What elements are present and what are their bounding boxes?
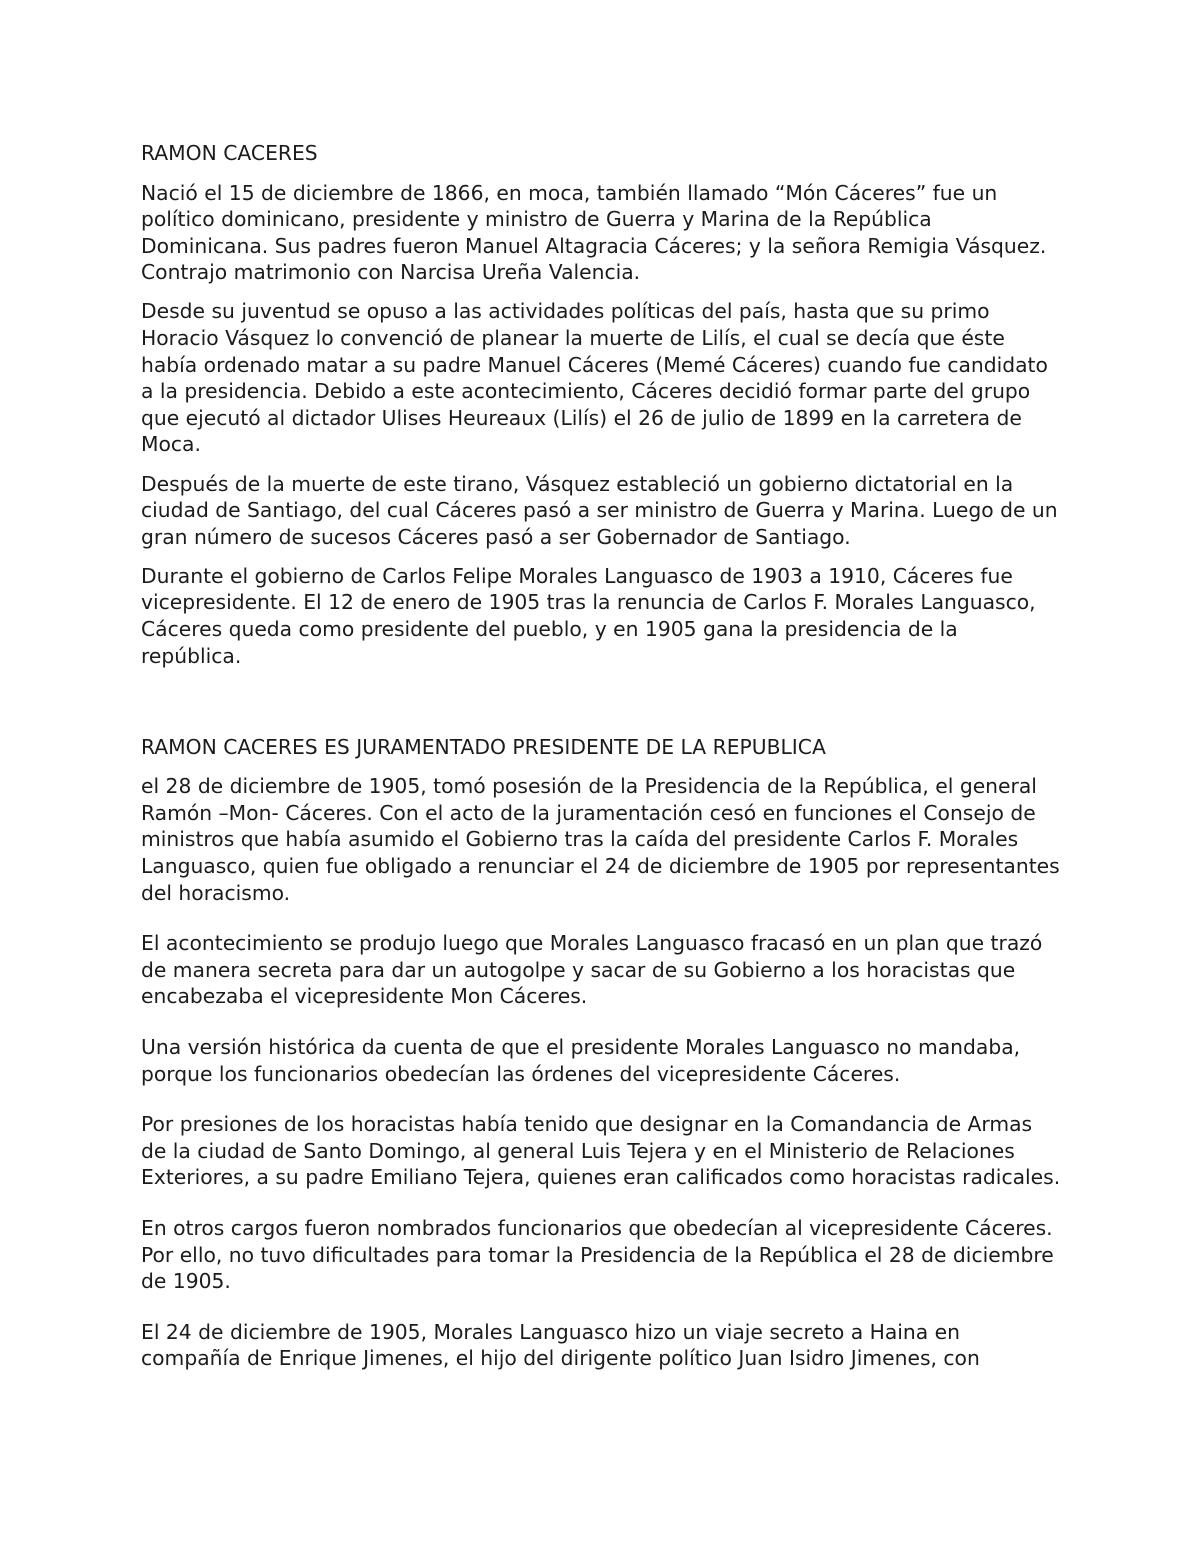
- section-heading-juramentado: RAMON CACERES ES JURAMENTADO PRESIDENTE DE LA REPUBLICA: [141, 734, 826, 759]
- paragraph-youth: Desde su juventud se opuso a las actividades políticas del país, hasta que su primo Horacio Vásquez lo convenció de planear la muerte de Lilís, el cual se decía que éste había ordenado matar a su padre Manuel Cáceres (Memé Cáceres) cuando fue candidato a la presidencia. Debido a este acontecimiento, Cáceres decidió formar parte del grupo que ejecutó al dictador Ulises Heureaux (Lilís) el 26 de julio de 1899 en la carretera de Moca.: [141, 299, 1048, 457]
- paragraph-took-office: el 28 de diciembre de 1905, tomó posesión de la Presidencia de la República, el general Ramón –Mon- Cáceres. Con el acto de la juramentación cesó en funciones el Consejo de ministros que había asumido el Gobierno tras la caída del presidente Carlos F. Morales Languasco, quien fue obligado a renunciar el 24 de diciembre de 1905 por representantes del horacismo.: [141, 774, 1060, 905]
- paragraph-autogolpe: El acontecimiento se produjo luego que Morales Languasco fracasó en un plan que trazó de manera secreta para dar un autogolpe y sacar de su Gobierno a los horacistas que encabezaba el vicepresidente Mon Cáceres.: [141, 931, 1043, 1009]
- paragraph-other-positions: En otros cargos fueron nombrados funcionarios que obedecían al vicepresidente Cáceres. Por ello, no tuvo dificultades para tomar la Presidencia de la República el 28 de diciembre de 1905.: [141, 1216, 1054, 1294]
- paragraph-historical-version: Una versión histórica da cuenta de que el presidente Morales Languasco no mandaba, porque los funcionarios obedecían las órdenes del vicepresidente Cáceres.: [141, 1035, 1021, 1086]
- blank-line: [141, 682, 1061, 734]
- paragraph-vicepresident: Durante el gobierno de Carlos Felipe Morales Languasco de 1903 a 1910, Cáceres fue vicepresidente. El 12 de enero de 1905 tras la renuncia de Carlos F. Morales Languasco, Cáceres queda como presidente del pueblo, y en 1905 gana la presidencia de la república.: [141, 563, 1036, 668]
- paragraph-after-tyrant: Después de la muerte de este tirano, Vásquez estableció un gobierno dictatorial en la ciudad de Santiago, del cual Cáceres pasó a ser ministro de Guerra y Marina. Luego de un gran número de sucesos Cáceres pasó a ser Gobernador de Santiago.: [141, 471, 1058, 549]
- document-body: [141, 140, 1061, 1384]
- section-heading-ramon-caceres: RAMON CACERES: [141, 141, 318, 165]
- paragraph-pressures: Por presiones de los horacistas había tenido que designar en la Comandancia de Armas de la ciudad de Santo Domingo, al general Luis Tejera y en el Ministerio de Relaciones Exteriores, a su padre Emiliano Tejera, quienes eran calificados como horacistas radicales.: [141, 1112, 1061, 1190]
- paragraph-birth: Nació el 15 de diciembre de 1866, en moca, también llamado “Món Cáceres” fue un político dominicano, presidente y ministro de Guerra y Marina de la República Dominicana. Sus padres fueron Manuel Altagracia Cáceres; y la señora Remigia Vásquez. Contrajo matrimonio con Narcisa Ureña Valencia.: [141, 180, 1047, 285]
- paragraph-secret-trip: El 24 de diciembre de 1905, Morales Languasco hizo un viaje secreto a Haina en compañía de Enrique Jimenes, el hijo del dirigente político Juan Isidro Jimenes, con: [141, 1319, 980, 1371]
